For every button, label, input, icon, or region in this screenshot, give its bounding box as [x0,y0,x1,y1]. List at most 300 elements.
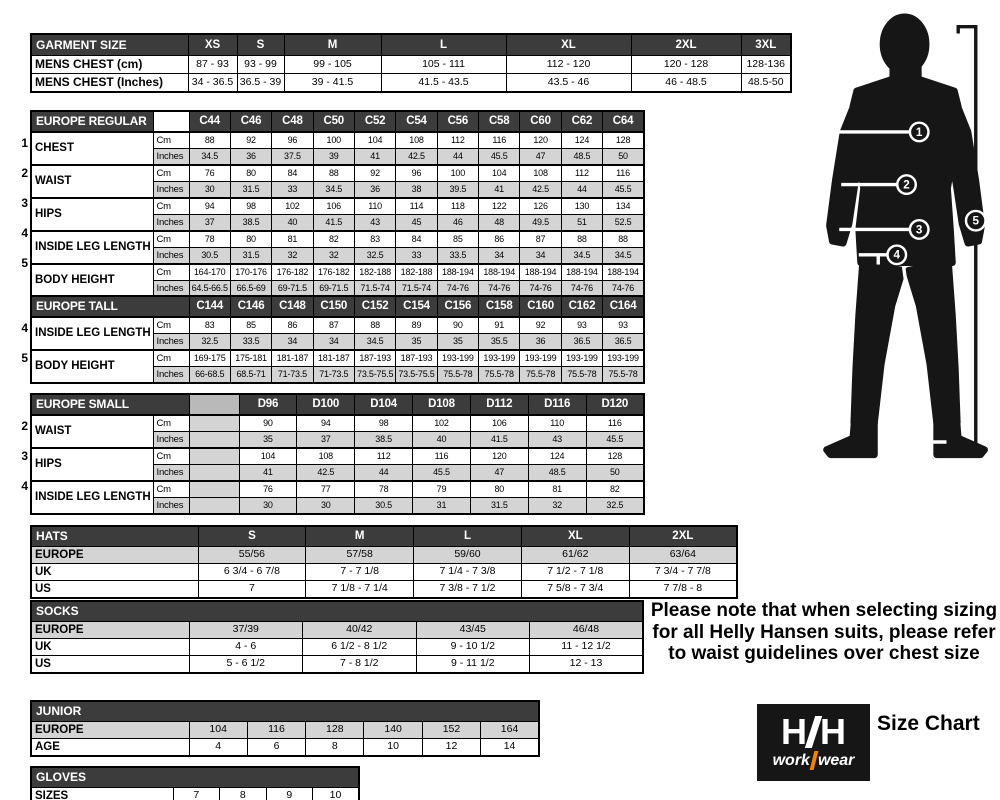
measure-number: 1 [21,136,28,150]
hips-cm-value: 102 [272,198,313,215]
hips-inches-value: 52.5 [603,215,644,232]
waist-inches-value: 35 [239,432,297,449]
garment-size-column-header: L [381,34,506,56]
inside-leg-inches-value: 35.5 [479,334,520,351]
spacer-cell [189,394,239,415]
inches-unit-label: Inches [153,498,189,515]
chest-inches-value: 48.5 [561,149,602,166]
junior-age-value: 12 [422,739,480,757]
measure-number: 3 [21,449,28,463]
socks-uk-value: 4 - 6 [189,639,303,656]
cm-unit-label: Cm [153,448,189,465]
logo-h-left: H [781,711,807,752]
hips-inches-value: 44 [355,465,413,482]
inside-leg-cm-value: 81 [528,481,586,498]
body-height-inches-value: 69-71.5 [272,281,313,298]
spacer-cell [189,481,239,498]
body-height-cm-value: 193-199 [479,350,520,367]
waist-inches-value: 30 [189,182,230,199]
inside-leg-inches-value: 31.5 [470,498,528,515]
us-row-label: US [31,656,189,674]
inches-unit-label: Inches [153,215,189,232]
chest-inches-value: 34.5 [189,149,230,166]
hh-workwear-logo [757,704,870,781]
mens-chest-inches-value: 41.5 - 43.5 [381,74,506,93]
male-silhouette-diagram [810,12,1000,482]
inside-leg-inches-value: 32 [313,248,354,265]
inside-leg-cm-value: 92 [520,317,561,334]
hips-label: HIPS [31,448,153,481]
europe-regular-column-header: C52 [354,111,395,132]
body-height-cm-value: 187-193 [396,350,437,367]
hips-cm-value: 104 [239,448,297,465]
body-height-cm-value: 181-187 [313,350,354,367]
spacer-cell [189,465,239,482]
waist-inches-value: 31.5 [230,182,271,199]
socks-us-value: 9 - 11 1/2 [416,656,530,674]
body-height-cm-value: 182-188 [354,264,395,281]
waist-inches-value: 39.5 [437,182,478,199]
logo-h-right: H [820,711,846,752]
inside-leg-cm-value: 81 [272,231,313,248]
body-height-cm-value: 182-188 [396,264,437,281]
body-height-cm-value: 193-199 [437,350,478,367]
hips-inches-value: 41.5 [313,215,354,232]
hips-inches-value: 46 [437,215,478,232]
garment-size-table [30,33,792,93]
body-height-inches-value: 74-76 [520,281,561,298]
chest-inches-value: 45.5 [479,149,520,166]
hips-inches-value: 48 [479,215,520,232]
cm-unit-label: Cm [153,264,189,281]
hips-cm-value: 130 [561,198,602,215]
hips-inches-value: 50 [586,465,644,482]
hats-us-value: 7 1/8 - 7 1/4 [306,581,414,599]
waist-inches-value: 33 [272,182,313,199]
europe-small-column-header: D112 [470,394,528,415]
junior-age-value: 14 [481,739,539,757]
chest-inches-value: 41 [354,149,395,166]
cm-unit-label: Cm [153,481,189,498]
body-height-cm-value: 193-199 [520,350,561,367]
inside-leg-cm-value: 78 [189,231,230,248]
blank-cell [153,111,189,132]
body-height-inches-value: 73.5-75.5 [396,367,437,384]
chest-cm-value: 92 [230,132,271,149]
body-height-label: BODY HEIGHT [31,264,153,297]
europe-regular-column-header: C56 [437,111,478,132]
cm-unit-label: Cm [153,317,189,334]
inside-leg-inches-value: 35 [437,334,478,351]
inside-leg-inches-value: 33 [396,248,437,265]
hips-inches-value: 38.5 [230,215,271,232]
inside-leg-cm-value: 85 [437,231,478,248]
waist-cm-value: 104 [479,165,520,182]
inside-leg-inches-value: 30.5 [189,248,230,265]
body-height-cm-value: 188-194 [479,264,520,281]
inside-leg-inches-value: 36 [520,334,561,351]
measure-number: 3 [21,196,28,210]
europe-tall-column-header: C146 [230,296,271,317]
sizes-row-label: SIZES [31,788,173,800]
inside-leg-cm-value: 88 [354,317,395,334]
junior-europe-value: 116 [247,722,305,739]
hips-cm-value: 110 [354,198,395,215]
body-height-inches-value: 64.5-66.5 [189,281,230,298]
chest-cm-value: 104 [354,132,395,149]
waist-cm-value: 80 [230,165,271,182]
inside-leg-inches-value: 33.5 [230,334,271,351]
hips-cm-value: 118 [437,198,478,215]
europe-tall-title: EUROPE TALL [31,296,189,317]
inside-leg-inches-value: 30 [297,498,355,515]
chest-inches-value: 37.5 [272,149,313,166]
inside-leg-cm-value: 80 [470,481,528,498]
hips-cm-value: 134 [603,198,644,215]
waist-cm-value: 116 [603,165,644,182]
measure-number: 4 [21,321,28,335]
body-height-inches-value: 75.5-78 [479,367,520,384]
body-height-cm-value: 176-182 [313,264,354,281]
hats-uk-value: 7 - 7 1/8 [306,564,414,581]
inches-unit-label: Inches [153,432,189,449]
inches-unit-label: Inches [153,248,189,265]
hats-us-value: 7 5/8 - 7 3/4 [521,581,629,599]
waist-cm-value: 100 [437,165,478,182]
body-height-inches-value: 74-76 [561,281,602,298]
europe-regular-column-header: C58 [479,111,520,132]
body-height-inches-value: 75.5-78 [520,367,561,384]
hips-inches-value: 37 [189,215,230,232]
logo-wear-text: wear [817,751,855,769]
waist-cm-value: 92 [354,165,395,182]
europe-row-label: EUROPE [31,722,189,739]
socks-us-value: 7 - 8 1/2 [303,656,417,674]
mens-chest-inches-label: MENS CHEST (Inches) [31,74,188,93]
inside-leg-cm-value: 88 [561,231,602,248]
callout-number-5: 5 [972,214,980,228]
inside-leg-cm-value: 83 [189,317,230,334]
waist-cm-value: 90 [239,415,297,432]
figure-right-leg [908,263,957,424]
europe-tall-column-header: C156 [437,296,478,317]
body-height-inches-value: 75.5-78 [603,367,644,384]
body-height-label: BODY HEIGHT [31,350,153,383]
junior-age-value: 6 [247,739,305,757]
body-height-inches-value: 74-76 [437,281,478,298]
europe-regular-column-header: C64 [603,111,644,132]
inside-leg-inches-value: 36.5 [603,334,644,351]
inches-unit-label: Inches [153,182,189,199]
socks-europe-value: 46/48 [530,622,644,639]
body-height-inches-value: 66-68.5 [189,367,230,384]
age-row-label: AGE [31,739,189,757]
mens-chest-inches-value: 39 - 41.5 [284,74,381,93]
chest-inches-value: 36 [230,149,271,166]
inside-leg-cm-value: 89 [396,317,437,334]
gloves-size-value: 10 [313,788,360,800]
socks-table [30,600,644,674]
socks-uk-value: 9 - 10 1/2 [416,639,530,656]
inside-leg-length-label: INSIDE LEG LENGTH [31,317,153,350]
inside-leg-cm-value: 82 [586,481,644,498]
mens-chest-inches-value: 48.5-50 [741,74,791,93]
inside-leg-inches-value: 32.5 [189,334,230,351]
europe-small-column-header: D100 [297,394,355,415]
socks-europe-value: 37/39 [189,622,303,639]
hats-us-value: 7 [198,581,306,599]
hats-europe-value: 55/56 [198,547,306,564]
socks-europe-value: 43/45 [416,622,530,639]
europe-small-table [21,393,645,515]
hats-uk-value: 7 1/2 - 7 1/8 [521,564,629,581]
inside-leg-cm-value: 93 [561,317,602,334]
inside-leg-inches-value: 33.5 [437,248,478,265]
hats-column-header: S [198,526,306,547]
hats-europe-value: 61/62 [521,547,629,564]
cm-unit-label: Cm [153,350,189,367]
chest-cm-value: 108 [396,132,437,149]
mens-chest-inches-value: 36.5 - 39 [237,74,284,93]
hips-cm-value: 126 [520,198,561,215]
body-height-inches-value: 68.5-71 [230,367,271,384]
inside-leg-cm-value: 79 [413,481,471,498]
inside-leg-cm-value: 82 [313,231,354,248]
spacer-cell [189,415,239,432]
gloves-size-value: 9 [266,788,313,800]
europe-small-column-header: D104 [355,394,413,415]
mens-chest-cm-value: 105 - 111 [381,56,506,74]
junior-age-value: 4 [189,739,247,757]
chest-cm-value: 100 [313,132,354,149]
hips-cm-value: 94 [189,198,230,215]
waist-inches-value: 41 [479,182,520,199]
inside-leg-cm-value: 88 [603,231,644,248]
chest-cm-value: 120 [520,132,561,149]
europe-tall-column-header: C160 [520,296,561,317]
inches-unit-label: Inches [153,334,189,351]
hips-inches-value: 45.5 [413,465,471,482]
body-height-inches-value: 71-73.5 [272,367,313,384]
hips-cm-value: 122 [479,198,520,215]
inside-leg-inches-value: 31.5 [230,248,271,265]
body-height-cm-value: 187-193 [354,350,395,367]
waist-inches-value: 43 [528,432,586,449]
inside-leg-cm-value: 91 [479,317,520,334]
junior-table [30,700,540,757]
waist-inches-value: 42.5 [520,182,561,199]
inches-unit-label: Inches [153,149,189,166]
waist-label: WAIST [31,165,153,198]
us-row-label: US [31,581,198,599]
chest-inches-value: 42.5 [396,149,437,166]
inches-unit-label: Inches [153,281,189,298]
inside-leg-inches-value: 34 [313,334,354,351]
waist-cm-value: 76 [189,165,230,182]
europe-tall-column-header: C162 [561,296,602,317]
spacer-cell [189,448,239,465]
hips-inches-value: 42.5 [297,465,355,482]
waist-cm-value: 98 [355,415,413,432]
waist-inches-value: 45.5 [603,182,644,199]
inches-unit-label: Inches [153,465,189,482]
inside-leg-cm-value: 80 [230,231,271,248]
inches-unit-label: Inches [153,367,189,384]
hips-inches-value: 51 [561,215,602,232]
inside-leg-inches-value: 32 [528,498,586,515]
waist-inches-value: 38.5 [355,432,413,449]
measure-number: 2 [21,166,28,180]
mens-chest-cm-value: 128-136 [741,56,791,74]
europe-small-title: EUROPE SMALL [31,394,189,415]
europe-row-label: EUROPE [31,622,189,639]
figure-left-leg [854,263,903,424]
hats-europe-value: 63/64 [629,547,737,564]
inside-leg-cm-value: 77 [297,481,355,498]
hips-cm-value: 114 [396,198,437,215]
europe-regular-column-header: C48 [272,111,313,132]
inside-leg-cm-value: 86 [272,317,313,334]
waist-cm-value: 108 [520,165,561,182]
europe-tall-column-header: C148 [272,296,313,317]
socks-uk-value: 11 - 12 1/2 [530,639,644,656]
garment-size-column-header: M [284,34,381,56]
chest-inches-value: 50 [603,149,644,166]
chest-cm-value: 88 [189,132,230,149]
mens-chest-cm-value: 120 - 128 [631,56,741,74]
garment-size-column-header: XS [188,34,237,56]
callout-number-3: 3 [915,223,923,237]
mens-chest-cm-value: 99 - 105 [284,56,381,74]
mens-chest-inches-value: 34 - 36.5 [188,74,237,93]
hips-inches-value: 45 [396,215,437,232]
europe-small-column-header: D116 [528,394,586,415]
hips-cm-value: 116 [413,448,471,465]
size-chart-caption: Size Chart [877,712,980,735]
europe-regular-column-header: C50 [313,111,354,132]
hats-us-value: 7 7/8 - 8 [629,581,737,599]
inside-leg-inches-value: 34.5 [603,248,644,265]
body-height-inches-value: 74-76 [603,281,644,298]
inside-leg-cm-value: 76 [239,481,297,498]
cm-unit-label: Cm [153,415,189,432]
inside-leg-cm-value: 78 [355,481,413,498]
callout-number-1: 1 [915,125,923,139]
waist-inches-value: 38 [396,182,437,199]
body-height-cm-value: 170-176 [230,264,271,281]
body-height-cm-value: 169-175 [189,350,230,367]
europe-tall-column-header: C144 [189,296,230,317]
hips-inches-value: 41 [239,465,297,482]
hips-inches-value: 48.5 [528,465,586,482]
socks-us-value: 5 - 6 1/2 [189,656,303,674]
body-height-inches-value: 66.5-69 [230,281,271,298]
waist-label: WAIST [31,415,153,448]
gloves-table [30,766,360,800]
measure-number: 4 [21,226,28,240]
chest-cm-value: 116 [479,132,520,149]
body-height-inches-value: 71.5-74 [354,281,395,298]
inside-leg-inches-value: 34.5 [354,334,395,351]
inside-leg-cm-value: 85 [230,317,271,334]
body-height-inches-value: 69-71.5 [313,281,354,298]
body-height-inches-value: 75.5-78 [561,367,602,384]
waist-inches-value: 41.5 [470,432,528,449]
waist-cm-value: 116 [586,415,644,432]
europe-small-column-header: D120 [586,394,644,415]
inside-leg-cm-value: 83 [354,231,395,248]
cm-unit-label: Cm [153,132,189,149]
callout-number-2: 2 [903,178,910,192]
hats-europe-value: 59/60 [414,547,522,564]
hips-cm-value: 124 [528,448,586,465]
inside-leg-length-label: INSIDE LEG LENGTH [31,231,153,264]
inside-leg-cm-value: 86 [479,231,520,248]
hats-table [30,525,738,599]
mens-chest-cm-value: 87 - 93 [188,56,237,74]
body-height-cm-value: 188-194 [561,264,602,281]
cm-unit-label: Cm [153,231,189,248]
cm-unit-label: Cm [153,198,189,215]
hats-uk-value: 7 3/4 - 7 7/8 [629,564,737,581]
socks-uk-value: 6 1/2 - 8 1/2 [303,639,417,656]
waist-cm-value: 106 [470,415,528,432]
body-height-cm-value: 176-182 [272,264,313,281]
inside-leg-inches-value: 30.5 [355,498,413,515]
body-height-inches-value: 71.5-74 [396,281,437,298]
gloves-size-value: 8 [220,788,267,800]
europe-regular-column-header: C60 [520,111,561,132]
chest-label: CHEST [31,132,153,165]
gloves-size-value: 7 [173,788,220,800]
chest-inches-value: 39 [313,149,354,166]
chest-cm-value: 128 [603,132,644,149]
body-height-inches-value: 75.5-78 [437,367,478,384]
hats-title: HATS [31,526,198,547]
europe-tall-table [21,295,645,384]
hats-uk-value: 6 3/4 - 6 7/8 [198,564,306,581]
hats-us-value: 7 3/8 - 7 1/2 [414,581,522,599]
mens-chest-cm-value: 112 - 120 [506,56,631,74]
junior-europe-value: 128 [306,722,364,739]
inside-leg-inches-value: 32 [272,248,313,265]
inside-leg-length-label: INSIDE LEG LENGTH [31,481,153,514]
inside-leg-inches-value: 32.5 [354,248,395,265]
hips-inches-value: 49.5 [520,215,561,232]
waist-cm-value: 112 [561,165,602,182]
europe-regular-title: EUROPE REGULAR [31,111,153,132]
chest-cm-value: 96 [272,132,313,149]
hips-cm-value: 128 [586,448,644,465]
hats-column-header: XL [521,526,629,547]
waist-inches-value: 45.5 [586,432,644,449]
waist-cm-value: 94 [297,415,355,432]
garment-size-column-header: S [237,34,284,56]
europe-regular-column-header: C46 [230,111,271,132]
hips-cm-value: 106 [313,198,354,215]
inside-leg-cm-value: 87 [313,317,354,334]
socks-europe-value: 40/42 [303,622,417,639]
hats-column-header: 2XL [629,526,737,547]
europe-regular-table [21,110,645,298]
measure-number: 4 [21,479,28,493]
body-height-cm-value: 193-199 [561,350,602,367]
body-height-cm-value: 175-181 [230,350,271,367]
mens-chest-inches-value: 46 - 48.5 [631,74,741,93]
body-height-inches-value: 73.5-75.5 [354,367,395,384]
europe-tall-column-header: C152 [354,296,395,317]
waist-inches-value: 34.5 [313,182,354,199]
